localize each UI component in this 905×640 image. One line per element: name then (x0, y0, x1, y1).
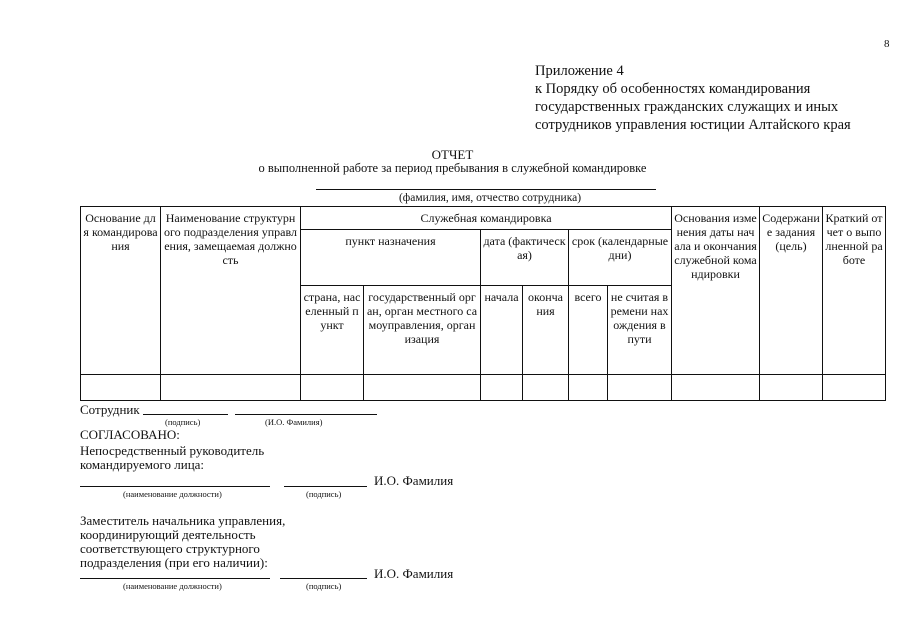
deputy-position-caption: (наименование должности) (123, 581, 222, 591)
employee-initials-caption: (И.О. Фамилия) (265, 417, 323, 427)
table-cell[interactable] (481, 375, 523, 401)
table-cell[interactable] (161, 375, 301, 401)
report-subtitle: о выполненной работе за период пребывания в служебной командировке (258, 161, 647, 175)
manager-signature-line[interactable] (284, 486, 367, 487)
employee-label: Сотрудник (80, 402, 140, 417)
table-cell[interactable] (523, 375, 569, 401)
deputy-position-line[interactable] (80, 578, 270, 579)
deputy-title-line: подразделения (при его наличии): (80, 555, 268, 570)
manager-title-line: командируемого лица: (80, 457, 205, 472)
appendix-line: к Порядку об особенностях командирования (535, 81, 811, 97)
employee-signature-line[interactable] (143, 414, 228, 415)
report-table-wrap (80, 206, 886, 401)
deputy-title (80, 514, 285, 570)
manager-position-caption: (наименование должности) (123, 489, 222, 499)
header-end: окончания (523, 286, 569, 375)
manager-name: И.О. Фамилия (374, 473, 454, 488)
header-task: Содержание задания (цель) (760, 207, 823, 375)
appendix-header (535, 62, 851, 134)
report-title: ОТЧЕТ (431, 147, 474, 162)
table-cell[interactable] (301, 375, 364, 401)
table-cell[interactable] (760, 375, 823, 401)
table-row (81, 375, 886, 401)
manager-title (80, 444, 264, 472)
employee-name-caption: (фамилия, имя, отчество сотрудника) (398, 192, 582, 204)
deputy-title-line: соответствующего структурного (80, 541, 260, 556)
deputy-title-line: Заместитель начальника управления, (80, 513, 286, 528)
appendix-line: Приложение 4 (535, 63, 624, 79)
header-destination: пункт назначения (301, 230, 481, 286)
manager-position-line[interactable] (80, 486, 270, 487)
deputy-name: И.О. Фамилия (374, 566, 454, 581)
header-unit: Наименование структурного подразделения управления, замещаемая должность (161, 207, 301, 375)
appendix-line: государственных гражданских служащих и иных (535, 99, 839, 115)
header-country: страна, населенный пункт (301, 286, 364, 375)
header-date: дата (фактическая) (481, 230, 569, 286)
header-term: срок (календарные дни) (569, 230, 672, 286)
header-start: начала (481, 286, 523, 375)
table-cell[interactable] (608, 375, 672, 401)
table-cell[interactable] (364, 375, 481, 401)
header-trip: Служебная командировка (301, 207, 672, 230)
employee-sign-caption: (подпись) (165, 417, 201, 427)
page-number: 8 (884, 38, 890, 50)
table-cell[interactable] (81, 375, 161, 401)
manager-sign-caption: (подпись) (306, 489, 342, 499)
employee-name-line (316, 189, 656, 190)
report-table (80, 206, 886, 401)
manager-title-line: Непосредственный руководитель (80, 443, 265, 458)
appendix-line: сотрудников управления юстиции Алтайского края (535, 117, 851, 133)
header-brief-report: Краткий отчет о выполненной работе (823, 207, 886, 375)
table-cell[interactable] (823, 375, 886, 401)
agreed-label: СОГЛАСОВАНО: (80, 427, 180, 442)
employee-initials-line[interactable] (235, 414, 377, 415)
deputy-signature-line[interactable] (280, 578, 367, 579)
deputy-sign-caption: (подпись) (306, 581, 342, 591)
table-cell[interactable] (569, 375, 608, 401)
header-excl-travel: не считая времени нахождения в пути (608, 286, 672, 375)
table-cell[interactable] (672, 375, 760, 401)
header-gov-body: государственный орган, орган местного самоуправления, организация (364, 286, 481, 375)
header-basis: Основание для командирования (81, 207, 161, 375)
header-change-basis: Основания изменения даты начала и окончания служебной командировки (672, 207, 760, 375)
deputy-title-line: координирующий деятельность (80, 527, 256, 542)
header-total: всего (569, 286, 608, 375)
